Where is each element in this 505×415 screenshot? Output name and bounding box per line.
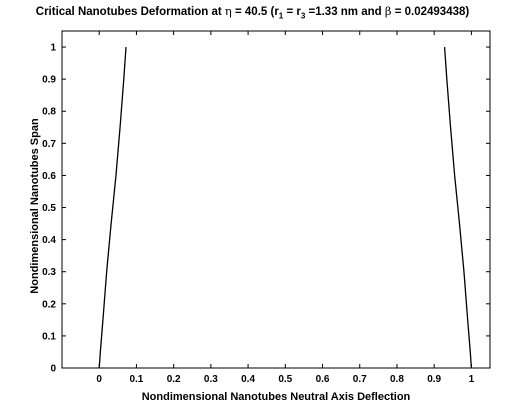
y-tick-label: 0.8 xyxy=(42,106,56,118)
title-part: = 40.5 ( xyxy=(231,6,275,18)
plot-area xyxy=(62,31,490,368)
title-beta: β xyxy=(384,4,392,18)
y-tick-label: 1 xyxy=(50,42,56,54)
title-part: = 0.02493438) xyxy=(391,6,470,18)
title-part: =1.33 nm and xyxy=(305,6,385,18)
x-axis-label: Nondimensional Nanotubes Neutral Axis Deflection xyxy=(141,391,411,403)
title-part: = xyxy=(283,6,297,18)
title-part: Critical Nanotubes Deformation at xyxy=(35,6,225,18)
y-tick-label: 0.2 xyxy=(42,299,56,311)
x-tick-label: 0.5 xyxy=(278,374,293,385)
x-tick-label: 1 xyxy=(468,374,475,385)
title-sub3: 3 xyxy=(300,11,306,21)
x-tick-label: 0.2 xyxy=(166,374,181,385)
title-r1: r xyxy=(274,6,279,18)
y-axis-label: Nondimensional Nanotubes Span xyxy=(29,118,41,294)
x-tick-label: 0.8 xyxy=(390,374,404,385)
y-tick-label: 0 xyxy=(50,363,56,375)
y-tick-label: 0.7 xyxy=(42,138,56,150)
x-tick-label: 0.3 xyxy=(203,374,218,385)
title-eta: η xyxy=(224,4,232,18)
y-tick-label: 0.4 xyxy=(42,235,56,247)
x-tick-label: 0 xyxy=(96,374,102,385)
x-tick-label: 0.4 xyxy=(241,374,256,385)
y-tick-label: 0.9 xyxy=(42,74,56,86)
x-tick-label: 0.7 xyxy=(352,374,367,385)
x-tick-label: 0.9 xyxy=(427,374,442,385)
y-tick-label: 0.6 xyxy=(42,170,56,182)
x-tick-label: 0.6 xyxy=(315,374,330,385)
title-sub1: 1 xyxy=(278,11,284,21)
y-tick-label: 0.1 xyxy=(42,331,56,343)
x-tick-label: 0.1 xyxy=(129,374,144,385)
y-tick-label: 0.5 xyxy=(42,203,56,215)
title-r3: r xyxy=(296,6,301,18)
y-tick-label: 0.3 xyxy=(42,267,56,279)
